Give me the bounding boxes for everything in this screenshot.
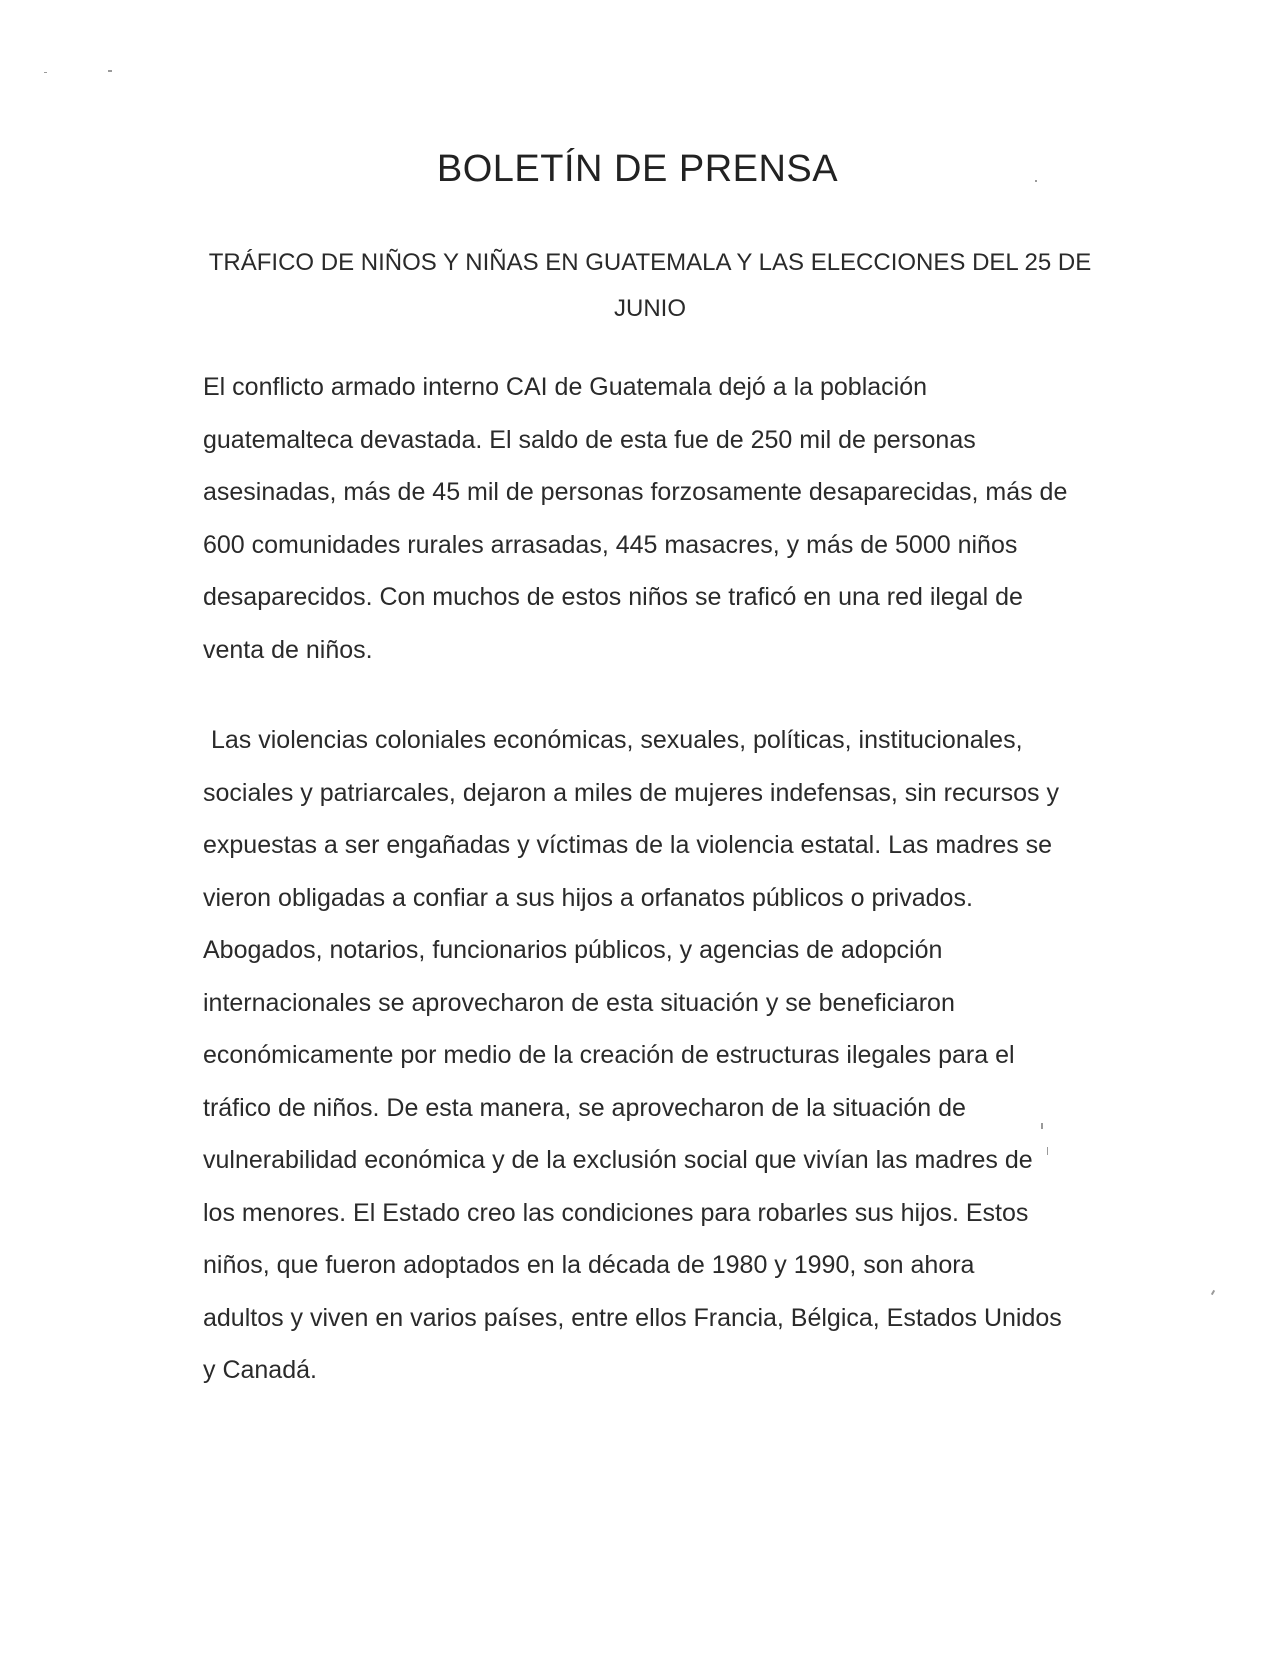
scan-speck [1211, 1290, 1215, 1295]
scan-speck [1041, 1123, 1043, 1129]
paragraph-line: económicamente por medio de la creación de estructuras ilegales para el [203, 1041, 1015, 1069]
scan-speck [1047, 1147, 1048, 1155]
paragraph-line: vulnerabilidad económica y de la exclusión social que vivían las madres de [203, 1146, 1033, 1174]
paragraph-line: los menores. El Estado creo las condiciones para robarles sus hijos. Estos [203, 1198, 1029, 1227]
paragraph-line: El conflicto armado interno CAI de Guatemala dejó a la población [203, 373, 928, 401]
paragraph-line: adultos y viven en varios países, entre ellos Francia, Bélgica, Estados Unidos [203, 1303, 1062, 1332]
paragraph-line: sociales y patriarcales, dejaron a miles de mujeres indefensas, sin recursos y [203, 778, 1059, 807]
paragraph-line: Las violencias coloniales económicas, sexuales, políticas, institucionales, [211, 726, 1023, 754]
paragraph-line: y Canadá. [203, 1356, 317, 1384]
scan-speck [44, 72, 47, 73]
paragraph-line: Abogados, notarios, funcionarios públicos, y agencias de adopción [203, 936, 943, 964]
paragraph-line: desaparecidos. Con muchos de estos niños se traficó en una red ilegal de [203, 583, 1023, 611]
paragraph-line: 600 comunidades rurales arrasadas, 445 masacres, y más de 5000 niños [203, 530, 1018, 559]
document-title: BOLETÍN DE PRENSA [436, 148, 839, 190]
paragraph-line: asesinadas, más de 45 mil de personas forzosamente desaparecidas, más de [203, 478, 1068, 506]
paragraph-1 [203, 361, 1103, 676]
paragraph-line: internacionales se aprovecharon de esta situación y se beneficiaron [203, 988, 955, 1017]
paragraph-2 [203, 714, 1103, 1397]
paragraph-line: niños, que fueron adoptados en la década de 1980 y 1990, son ahora [203, 1251, 975, 1279]
paragraph-line: tráfico de niños. De esta manera, se aprovecharon de la situación de [203, 1093, 966, 1122]
paragraph-line: venta de niños. [203, 635, 373, 664]
paragraph-line: guatemalteca devastada. El saldo de esta fue de 250 mil de personas [203, 425, 976, 454]
scan-speck [1035, 180, 1037, 182]
subtitle-line: JUNIO [614, 295, 686, 322]
document-subtitle [200, 240, 1100, 332]
scan-speck [108, 70, 112, 72]
subtitle-line: TRÁFICO DE NIÑOS Y NIÑAS EN GUATEMALA Y LAS ELECCIONES DEL 25 DE [208, 249, 1092, 276]
paragraph-line: vieron obligadas a confiar a sus hijos a orfanatos públicos o privados. [203, 883, 973, 912]
paragraph-line: expuestas a ser engañadas y víctimas de la violencia estatal. Las madres se [203, 831, 1053, 859]
